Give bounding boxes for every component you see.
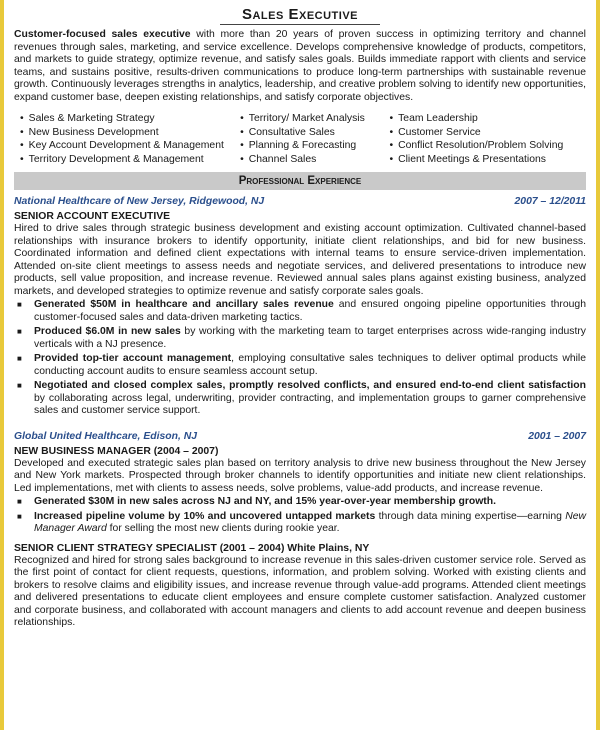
- skills-list: [14, 112, 586, 166]
- achievement-text: through data mining expertise—earning: [375, 510, 566, 522]
- achievement-item: [14, 380, 586, 418]
- achievement-item: [14, 326, 586, 351]
- job-title: SENIOR ACCOUNT EXECUTIVE: [14, 211, 171, 222]
- employer-header: [14, 196, 586, 207]
- achievement-list: [14, 299, 586, 418]
- skill-item: • Conflict Resolution/Problem Solving: [389, 139, 586, 153]
- achievement-text: for selling the most new clients during rookie year.: [106, 523, 340, 534]
- achievement-bold: Provided top-tier account management: [34, 353, 232, 364]
- achievement-item: [14, 496, 586, 509]
- achievement-item: [14, 511, 586, 536]
- skill-item: • New Business Development: [20, 126, 240, 140]
- achievement-bold: Negotiated and closed complex sales, promptly resolved conflicts, and ensured end-to-end client satisfaction: [34, 380, 586, 391]
- resume-page: [4, 0, 596, 730]
- job-description: Recognized and hired for strong sales background to increase revenue in this sales-driven customer service role. Served as the first point of contact for client requests, questions, information, and problem solving. Worked with existing clients and brokers to resolve claims and eligibility issues, and increase revenue through value-add programs. Attended client meetings and delivered presentations to educate client employees and ensure complete customer satisfaction. Analyzed customer and corporate business, and collaborated with account managers and clients to add account revenue and deepen business relationships.: [14, 554, 586, 628]
- employer-dates: 2001 – 2007: [528, 430, 586, 442]
- skill-item: • Territory Development & Management: [20, 153, 240, 167]
- skill-item: • Customer Service: [389, 126, 586, 140]
- achievement-item: [14, 299, 586, 324]
- achievement-text: and ensured ongoing pipeline opportunities through customer-focused sales and data-driven marketing tactics.: [34, 299, 586, 323]
- resume-title: Sales Executive: [220, 6, 380, 25]
- skills-column-2: [240, 112, 389, 166]
- achievement-bold: Generated $30M in new sales across NJ and NY, and 15% year-over-year membership growth.: [34, 496, 496, 507]
- award-name: New Manager Award: [34, 510, 586, 534]
- achievement-item: [14, 353, 586, 378]
- skill-item: • Client Meetings & Presentations: [389, 153, 586, 167]
- job-title: SENIOR CLIENT STRATEGY SPECIALIST (2001 – 2004) White Plains, NY: [14, 542, 370, 554]
- skill-item: • Territory/ Market Analysis: [240, 112, 389, 126]
- job-description: Hired to drive sales through strategic business development and existing account optimization. Cultivated channel-based relationships with insurance brokers to identify opportunity, initiate client relationships, and bid for new business. Coordinated information and defined client expectations with internal teams to ensure service-driven implementation. Attended on-site client meetings to assess needs and negotiate services, and delivered presentations to introduce new products, sell value proposition, and increase revenue. Reviewed annual sales plans against existing business, analyzed markets, and developed strategies to optimize revenue and satisfy corporate sales goals.: [14, 223, 586, 297]
- employer-name: Global United Healthcare, Edison, NJ: [14, 430, 198, 442]
- skill-item: • Consultative Sales: [240, 126, 389, 140]
- skills-column-3: [389, 112, 586, 166]
- skill-item: • Sales & Marketing Strategy: [20, 112, 240, 126]
- job-title: NEW BUSINESS MANAGER (2004 – 2007): [14, 445, 219, 457]
- achievement-text: , employing consultative sales techniques to deliver optimal products while conducting account audits to ensure seamless account setup.: [34, 353, 586, 377]
- achievement-text: by working with the marketing team to target enterprises across wide-ranging industry verticals with a NJ presence.: [34, 326, 586, 350]
- achievement-text: by collaborating across legal, underwriting, provider contracting, and implementation groups to garner comprehensive sales and customer service support.: [34, 392, 586, 416]
- employer-header: [14, 431, 586, 442]
- achievement-list: [14, 496, 586, 536]
- skills-column-1: [20, 112, 240, 166]
- achievement-bold: Generated $50M in healthcare and ancillary sales revenue: [34, 299, 334, 310]
- skill-item: • Team Leadership: [389, 112, 586, 126]
- achievement-bold: Produced $6.0M in new sales: [34, 326, 181, 337]
- employer-name: National Healthcare of New Jersey, Ridgewood, NJ: [14, 196, 265, 207]
- skill-item: • Planning & Forecasting: [240, 139, 389, 153]
- summary-lead: Customer-focused sales executive: [14, 29, 191, 40]
- employer-dates: 2007 – 12/2011: [514, 196, 586, 207]
- section-heading-experience: Professional Experience: [14, 172, 586, 190]
- skill-item: • Channel Sales: [240, 153, 389, 167]
- skill-item: • Key Account Development & Management: [20, 139, 240, 153]
- job-description: Developed and executed strategic sales plan based on territory analysis to drive new business throughout the New Jersey and New York markets. Prospected through broker channels to identify opportunities and initiate new client relationships. Led implementations, met with clients to assess needs, solve problems, value-add products, and increase revenue.: [14, 457, 586, 494]
- achievement-bold: Increased pipeline volume by 10% and uncovered untapped markets: [34, 510, 376, 522]
- summary-paragraph: [14, 29, 586, 104]
- summary-text: with more than 20 years of proven success in optimizing territory and channel revenues through sales, marketing, and service excellence. Develops comprehensive knowledge of products, competitors, and markets to guide strategy, optimize revenue, and satisfy sales goals. Builds immediate rapport with clients and service teams, and sustains positive, results-driven communications to produce long-term partnerships with sustainable revenue growth. Continuously leverages strengths in analytics, leadership, and creative problem solving to identify new opportunities, expand customer base, deepen existing relationships, and satisfy corporate objectives.: [14, 29, 586, 103]
